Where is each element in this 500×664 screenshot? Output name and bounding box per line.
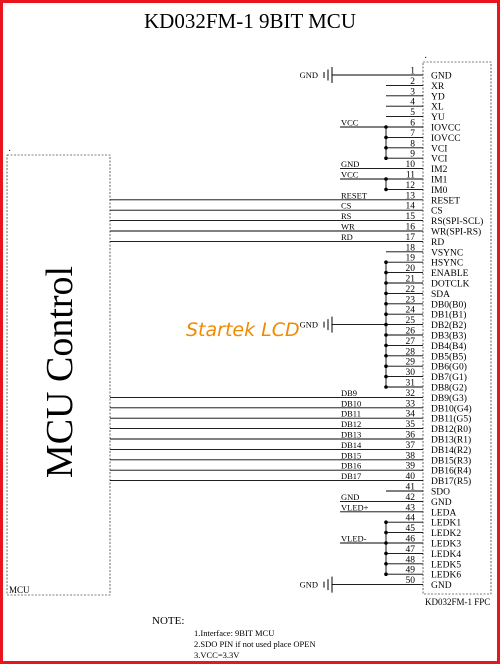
pin-name: LEDK5 bbox=[431, 560, 462, 571]
pin-number: 28 bbox=[405, 347, 415, 358]
power-label: GND bbox=[341, 491, 360, 502]
pin-number: 46 bbox=[405, 534, 415, 545]
pin-name: DB14(R2) bbox=[431, 445, 472, 456]
pin-name: DB13(R1) bbox=[431, 435, 472, 446]
pin-number: 49 bbox=[405, 565, 415, 576]
pin-name: DB8(G2) bbox=[431, 383, 467, 394]
pin-name: HSYNC bbox=[431, 258, 464, 269]
pin-name: SDA bbox=[431, 289, 451, 300]
pin-number: 30 bbox=[405, 368, 415, 379]
signal-labels bbox=[341, 190, 368, 481]
pin-number: 43 bbox=[405, 503, 415, 514]
pin-number: 31 bbox=[405, 378, 415, 389]
pin-number: 29 bbox=[405, 357, 415, 368]
watermark: Startek LCD bbox=[186, 319, 300, 341]
pin-name: XR bbox=[431, 81, 445, 92]
signal-label: DB12 bbox=[341, 419, 362, 430]
pin-name: DB4(B4) bbox=[431, 341, 467, 352]
signal-label: WR bbox=[341, 221, 355, 232]
ground-symbol bbox=[324, 577, 386, 593]
pin-name: VCI bbox=[431, 144, 448, 155]
mcu-caption: MCU bbox=[9, 585, 30, 595]
pin-name: DB12(R0) bbox=[431, 425, 472, 436]
pin-number: 4 bbox=[410, 97, 415, 108]
pin-name: LEDK6 bbox=[431, 570, 462, 581]
pin-number: 22 bbox=[405, 284, 415, 295]
pin-name: DB5(B5) bbox=[431, 352, 467, 363]
pin-number: 32 bbox=[405, 388, 415, 399]
pin-number: 38 bbox=[405, 451, 415, 462]
pin-name: IM1 bbox=[431, 175, 448, 186]
note-line: 3.VCC=3.3V bbox=[194, 650, 240, 660]
pin-name: LEDK2 bbox=[431, 529, 462, 540]
pin-number: 24 bbox=[405, 305, 415, 316]
pin-number: 12 bbox=[405, 180, 415, 191]
pin-number: 11 bbox=[405, 170, 415, 181]
signal-label: DB10 bbox=[341, 398, 362, 409]
pin-number: 50 bbox=[405, 576, 415, 587]
pin-number: 35 bbox=[405, 420, 415, 431]
pin-name: DB16(R4) bbox=[431, 466, 472, 477]
pin-name: DB10(G4) bbox=[431, 404, 472, 415]
pin-name: DB9(G3) bbox=[431, 393, 467, 404]
pin-number: 40 bbox=[405, 472, 415, 483]
pin-number: 9 bbox=[410, 149, 415, 160]
pin-number: 45 bbox=[405, 524, 415, 535]
power-label: GND bbox=[341, 159, 360, 170]
power-label: VCC bbox=[341, 117, 359, 128]
power-label: GND bbox=[299, 579, 318, 590]
pin-name: LEDK4 bbox=[431, 549, 462, 560]
mcu-dot: · bbox=[8, 146, 12, 157]
pin-name: ENABLE bbox=[431, 269, 469, 280]
pin-name: VSYNC bbox=[431, 248, 464, 259]
pin-name: DB0(B0) bbox=[431, 300, 467, 311]
pin-name: GND bbox=[431, 71, 452, 82]
pin-number: 16 bbox=[405, 222, 415, 233]
pin-name: DB15(R3) bbox=[431, 456, 472, 467]
pin-number: 21 bbox=[405, 274, 415, 285]
pin-number: 27 bbox=[405, 336, 415, 347]
pin-name: IM0 bbox=[431, 185, 448, 196]
pin-number: 2 bbox=[410, 76, 415, 87]
pin-number: 36 bbox=[405, 430, 415, 441]
pin-name: RS(SPI-SCL) bbox=[431, 217, 484, 228]
pin-number: 17 bbox=[405, 232, 415, 243]
pin-number: 7 bbox=[410, 128, 415, 139]
pin-number: 34 bbox=[405, 409, 415, 420]
power-label: VCC bbox=[341, 169, 359, 180]
pin-name: DB1(B1) bbox=[431, 310, 467, 321]
pin-name: YU bbox=[431, 113, 445, 124]
pin-name: IOVCC bbox=[431, 133, 461, 144]
pin-name: DB3(B3) bbox=[431, 331, 467, 342]
power-label: VLED+ bbox=[341, 502, 369, 513]
pin-name: GND bbox=[431, 497, 452, 508]
pin-number: 41 bbox=[405, 482, 415, 493]
pin-number: 33 bbox=[405, 399, 415, 410]
pin-name: IOVCC bbox=[431, 123, 461, 134]
pin-number: 25 bbox=[405, 316, 415, 327]
note-line: 1.Interface: 9BIT MCU bbox=[194, 628, 275, 638]
pin-name: VCI bbox=[431, 154, 448, 165]
signal-label: RD bbox=[341, 231, 353, 242]
pin-name: DOTCLK bbox=[431, 279, 470, 290]
pin-number: 18 bbox=[405, 243, 415, 254]
pin-number: 20 bbox=[405, 264, 415, 275]
pin-number: 42 bbox=[405, 492, 415, 503]
pin-name: DB7(G1) bbox=[431, 373, 467, 384]
note-block bbox=[152, 615, 316, 660]
pin-number: 47 bbox=[405, 544, 415, 555]
diagram-title: KD032FM-1 9BIT MCU bbox=[144, 9, 356, 33]
pin-number: 39 bbox=[405, 461, 415, 472]
signal-label: RS bbox=[341, 211, 352, 222]
pin-name: WR(SPI-RS) bbox=[431, 227, 482, 238]
pin-number: 13 bbox=[405, 191, 415, 202]
signal-label: DB16 bbox=[341, 460, 362, 471]
fpc-caption: KD032FM-1 FPC bbox=[425, 597, 491, 607]
pin-name: YD bbox=[431, 92, 445, 103]
pin-name: SDO bbox=[431, 487, 451, 498]
power-labels bbox=[300, 70, 369, 590]
pin-name: LEDA bbox=[431, 508, 457, 519]
pin-name: DB17(R5) bbox=[431, 477, 472, 488]
pin-name: LEDK3 bbox=[431, 539, 462, 550]
pin-name: DB11(G5) bbox=[431, 414, 472, 425]
note-heading: NOTE: bbox=[152, 615, 185, 627]
fpc-dot: · bbox=[424, 53, 428, 64]
pin-number: 10 bbox=[405, 160, 415, 171]
note-line: 2.SDO PIN if not used place OPEN bbox=[194, 639, 316, 649]
signal-label: DB15 bbox=[341, 450, 362, 461]
power-label: GND bbox=[299, 70, 318, 80]
pin-name: XL bbox=[431, 102, 444, 113]
ground-symbols bbox=[324, 67, 386, 593]
signal-label: DB14 bbox=[341, 439, 362, 450]
signal-label: CS bbox=[341, 200, 352, 211]
mcu-block bbox=[7, 146, 110, 595]
pin-name: RD bbox=[431, 237, 445, 248]
pin-number: 23 bbox=[405, 295, 415, 306]
pin-number: 19 bbox=[405, 253, 415, 264]
pin-name: IM2 bbox=[431, 165, 448, 176]
pin-number: 3 bbox=[410, 87, 415, 98]
pin-number: 37 bbox=[405, 440, 415, 451]
pin-number: 1 bbox=[410, 66, 415, 77]
pin-number: 15 bbox=[405, 212, 415, 223]
pin-name: DB2(B2) bbox=[431, 321, 467, 332]
mcu-control-label: MCU Control bbox=[39, 265, 81, 479]
pin-number: 26 bbox=[405, 326, 415, 337]
pin-name: CS bbox=[431, 206, 443, 217]
signal-label: DB17 bbox=[341, 471, 362, 482]
pin-number: 14 bbox=[405, 201, 415, 212]
pin-name: DB6(G0) bbox=[431, 362, 467, 373]
signal-label: DB11 bbox=[341, 408, 361, 419]
power-label: VLED- bbox=[341, 533, 367, 544]
pin-number: 5 bbox=[410, 108, 415, 119]
pin-number: 6 bbox=[410, 118, 415, 129]
pin-name: RESET bbox=[431, 196, 461, 207]
ground-symbol bbox=[324, 317, 386, 333]
power-label: GND bbox=[299, 319, 318, 330]
ground-symbol bbox=[324, 67, 386, 83]
signal-label: RESET bbox=[341, 190, 367, 201]
pin-number: 8 bbox=[410, 139, 415, 150]
pin-name: GND bbox=[431, 581, 452, 592]
pin-number: 48 bbox=[405, 555, 415, 566]
signal-label: DB9 bbox=[341, 387, 358, 398]
pin-name: LEDK1 bbox=[431, 518, 462, 529]
pin-number: 44 bbox=[405, 513, 415, 524]
signal-label: DB13 bbox=[341, 429, 362, 440]
